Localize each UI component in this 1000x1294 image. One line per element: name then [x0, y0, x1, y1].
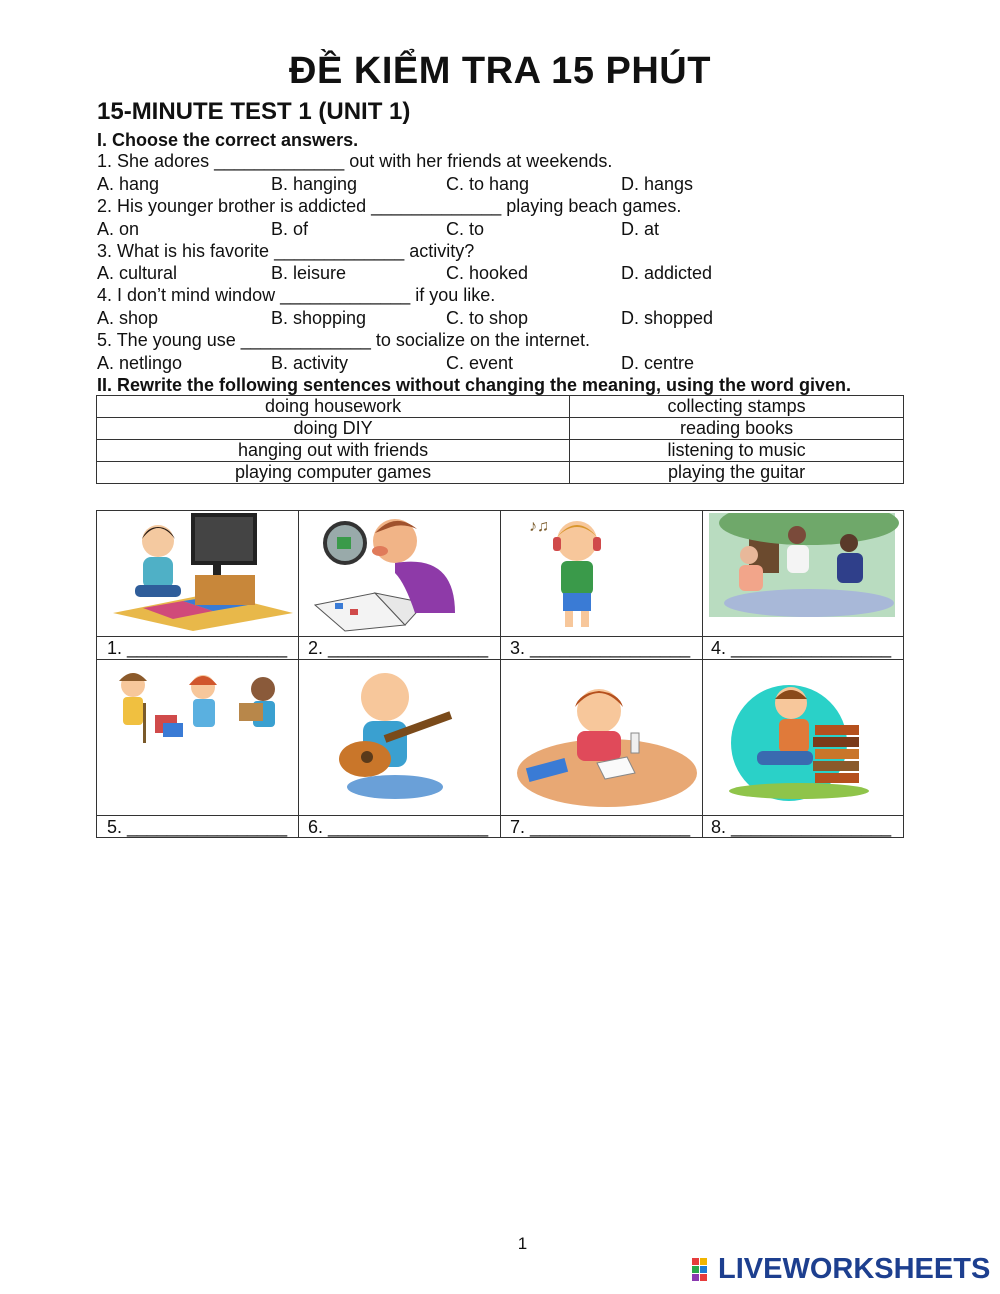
housework-picture: [103, 663, 293, 811]
q2-option-b[interactable]: B. of: [271, 219, 309, 239]
reading-books-picture: [709, 663, 899, 811]
page-title: ĐỀ KIỂM TRA 15 PHÚT: [289, 50, 711, 92]
section-2-heading: II. Rewrite the following sentences without changing the meaning, using the word given.: [97, 375, 852, 395]
guitar-player-picture: [305, 663, 495, 811]
page-number: 1: [517, 1234, 528, 1253]
word-cell: listening to music: [570, 440, 904, 462]
svg-text:♪♫: ♪♫: [529, 518, 549, 535]
word-cell: hanging out with friends: [97, 440, 570, 462]
answer-blank-5[interactable]: 5. ________________: [107, 817, 288, 837]
q3-option-c[interactable]: C. hooked: [446, 263, 529, 283]
liveworksheets-brand[interactable]: LIVEWORKSHEETS: [718, 1253, 991, 1285]
q3-option-b[interactable]: B. leisure: [271, 263, 347, 283]
word-cell: collecting stamps: [570, 396, 904, 418]
answer-blank-7[interactable]: 7. ________________: [510, 817, 691, 837]
answer-blank-1[interactable]: 1. ________________: [107, 638, 288, 658]
q4-option-a[interactable]: A. shop: [97, 308, 159, 328]
word-cell: doing DIY: [97, 418, 570, 440]
question-3: 3. What is his favorite _____________ activity?: [97, 241, 475, 261]
word-cell: playing the guitar: [570, 462, 904, 484]
stamp-collector-picture: [305, 513, 495, 633]
q5-option-c[interactable]: C. event: [446, 353, 514, 373]
q2-option-c[interactable]: C. to: [446, 219, 485, 239]
gaming-kid-picture: [103, 513, 293, 633]
q1-option-a[interactable]: A. hang: [97, 174, 160, 194]
word-cell: playing computer games: [97, 462, 570, 484]
table-row: [97, 418, 904, 440]
q4-option-d[interactable]: D. shopped: [621, 308, 714, 328]
answer-blank-6[interactable]: 6. ________________: [308, 817, 489, 837]
liveworksheets-logo-icon: [692, 1258, 716, 1282]
question-4: 4. I don’t mind window _____________ if you like.: [97, 285, 496, 305]
q2-option-d[interactable]: D. at: [621, 219, 660, 239]
question-2: 2. His younger brother is addicted _____________ playing beach games.: [97, 196, 682, 216]
word-bank-table: [96, 395, 904, 484]
q4-option-c[interactable]: C. to shop: [446, 308, 529, 328]
q3-option-d[interactable]: D. addicted: [621, 263, 713, 283]
q5-option-a[interactable]: A. netlingo: [97, 353, 183, 373]
picture-grid: [96, 510, 904, 838]
q3-option-a[interactable]: A. cultural: [97, 263, 178, 283]
q1-option-c[interactable]: C. to hang: [446, 174, 530, 194]
q2-option-a[interactable]: A. on: [97, 219, 140, 239]
q5-option-b[interactable]: B. activity: [271, 353, 349, 373]
table-row: [97, 462, 904, 484]
table-row: [97, 396, 904, 418]
friends-hanging-out-picture: [709, 513, 899, 633]
answer-blank-3[interactable]: 3. ________________: [510, 638, 691, 658]
answer-blank-8[interactable]: 8. ________________: [711, 817, 892, 837]
question-5: 5. The young use _____________ to socialize on the internet.: [97, 330, 591, 350]
answer-blank-4[interactable]: 4. ________________: [711, 638, 892, 658]
diy-craft-picture: [507, 663, 697, 811]
q1-option-b[interactable]: B. hanging: [271, 174, 358, 194]
section-1-heading: I. Choose the correct answers.: [97, 130, 359, 150]
answer-blank-2[interactable]: 2. ________________: [308, 638, 489, 658]
q1-option-d[interactable]: D. hangs: [621, 174, 694, 194]
table-row: [97, 440, 904, 462]
word-cell: doing housework: [97, 396, 570, 418]
q4-option-b[interactable]: B. shopping: [271, 308, 367, 328]
test-subtitle: 15-MINUTE TEST 1 (UNIT 1): [97, 98, 411, 125]
question-1: 1. She adores _____________ out with her friends at weekends.: [97, 151, 613, 171]
word-cell: reading books: [570, 418, 904, 440]
music-listener-picture: [507, 513, 697, 633]
q5-option-d[interactable]: D. centre: [621, 353, 695, 373]
